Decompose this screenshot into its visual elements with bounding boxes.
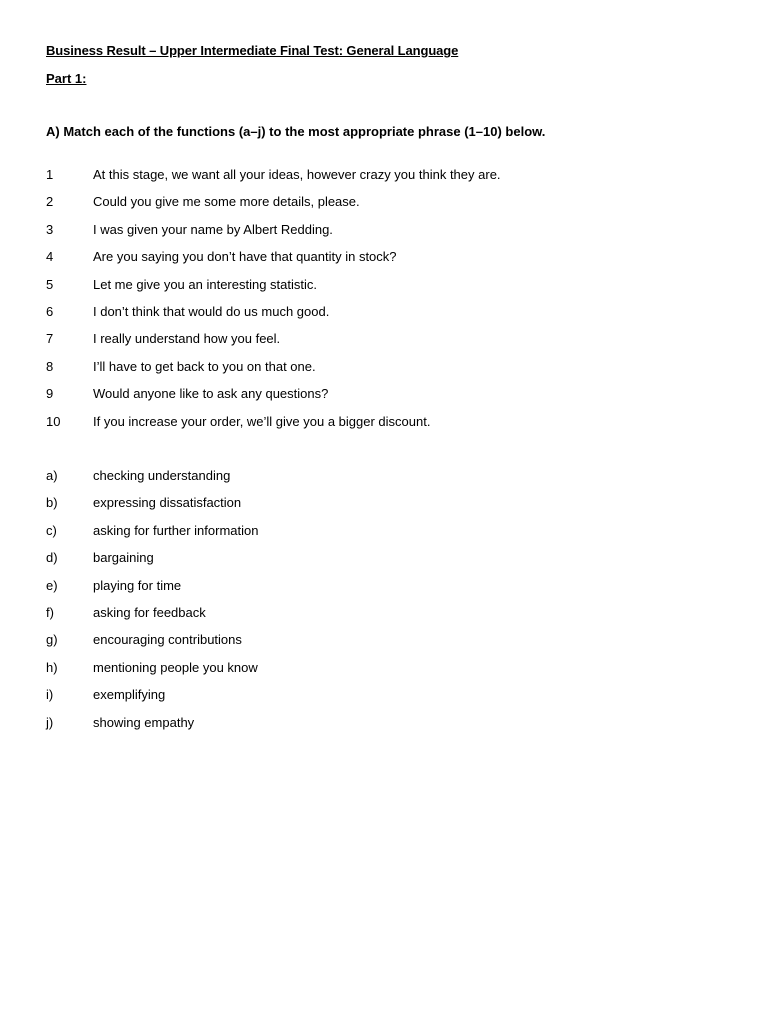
function-item — [46, 550, 258, 577]
phrase-number: 6 — [46, 303, 54, 319]
function-text: mentioning people you know — [93, 659, 258, 675]
phrase-item — [46, 331, 501, 358]
phrase-item — [46, 359, 501, 386]
phrase-text: Could you give me some more details, please. — [93, 194, 360, 210]
phrase-text: If you increase your order, we’ll give you a bigger discount. — [93, 413, 431, 429]
function-letter: i) — [46, 687, 54, 703]
function-letter: g) — [46, 632, 58, 648]
function-text: encouraging contributions — [93, 632, 242, 648]
phrase-number: 7 — [46, 331, 54, 347]
function-item — [46, 523, 258, 550]
phrase-text: Would anyone like to ask any questions? — [93, 386, 329, 402]
function-letter: j) — [46, 714, 54, 730]
function-item — [46, 578, 258, 605]
phrase-number: 9 — [46, 386, 54, 402]
function-text: playing for time — [93, 577, 182, 593]
phrase-text: I don’t think that would do us much good. — [93, 303, 330, 319]
phrase-text: At this stage, we want all your ideas, however crazy you think they are. — [93, 167, 501, 182]
function-item — [46, 495, 258, 522]
function-text: asking for feedback — [93, 604, 206, 620]
function-text: expressing dissatisfaction — [93, 495, 242, 511]
function-letter: c) — [46, 522, 57, 538]
phrase-item — [46, 222, 501, 249]
phrase-item — [46, 304, 501, 331]
function-item — [46, 468, 258, 495]
phrase-number: 2 — [46, 194, 54, 210]
function-letter: e) — [46, 577, 58, 593]
function-text: asking for further information — [93, 522, 259, 538]
function-letter: a) — [46, 468, 58, 483]
function-letter: f) — [46, 604, 54, 620]
function-text: bargaining — [93, 550, 154, 566]
function-item — [46, 715, 258, 742]
phrase-number: 8 — [46, 358, 54, 374]
function-letter: b) — [46, 495, 58, 511]
phrase-text: Let me give you an interesting statistic. — [93, 276, 318, 292]
phrase-text: I’ll have to get back to you on that one. — [93, 358, 316, 374]
phrase-number: 3 — [46, 221, 54, 237]
phrase-text: I really understand how you feel. — [93, 331, 281, 347]
phrase-number: 10 — [46, 413, 61, 429]
phrase-text: Are you saying you don’t have that quantity in stock? — [93, 249, 397, 265]
phrase-list — [46, 167, 501, 441]
function-item — [46, 687, 258, 714]
phrase-item — [46, 277, 501, 304]
document-title: Business Result – Upper Intermediate Final Test: General Language — [46, 43, 459, 58]
phrase-number: 1 — [46, 167, 54, 182]
function-item — [46, 605, 258, 632]
function-item — [46, 660, 258, 687]
function-letter: d) — [46, 550, 58, 566]
function-text: exemplifying — [93, 687, 166, 703]
phrase-item — [46, 249, 501, 276]
phrase-text: I was given your name by Albert Redding. — [93, 221, 333, 237]
phrase-number: 5 — [46, 276, 54, 292]
function-list — [46, 468, 258, 742]
part-heading: Part 1: — [46, 71, 87, 86]
phrase-item — [46, 194, 501, 221]
phrase-item — [46, 386, 501, 413]
exercise-instruction: A) Match each of the functions (a–j) to the most appropriate phrase (1–10) below. — [46, 124, 546, 139]
function-text: checking understanding — [93, 468, 231, 483]
phrase-item — [46, 167, 501, 194]
function-item — [46, 632, 258, 659]
phrase-number: 4 — [46, 249, 54, 265]
function-letter: h) — [46, 659, 58, 675]
function-text: showing empathy — [93, 714, 195, 730]
phrase-item — [46, 414, 501, 441]
